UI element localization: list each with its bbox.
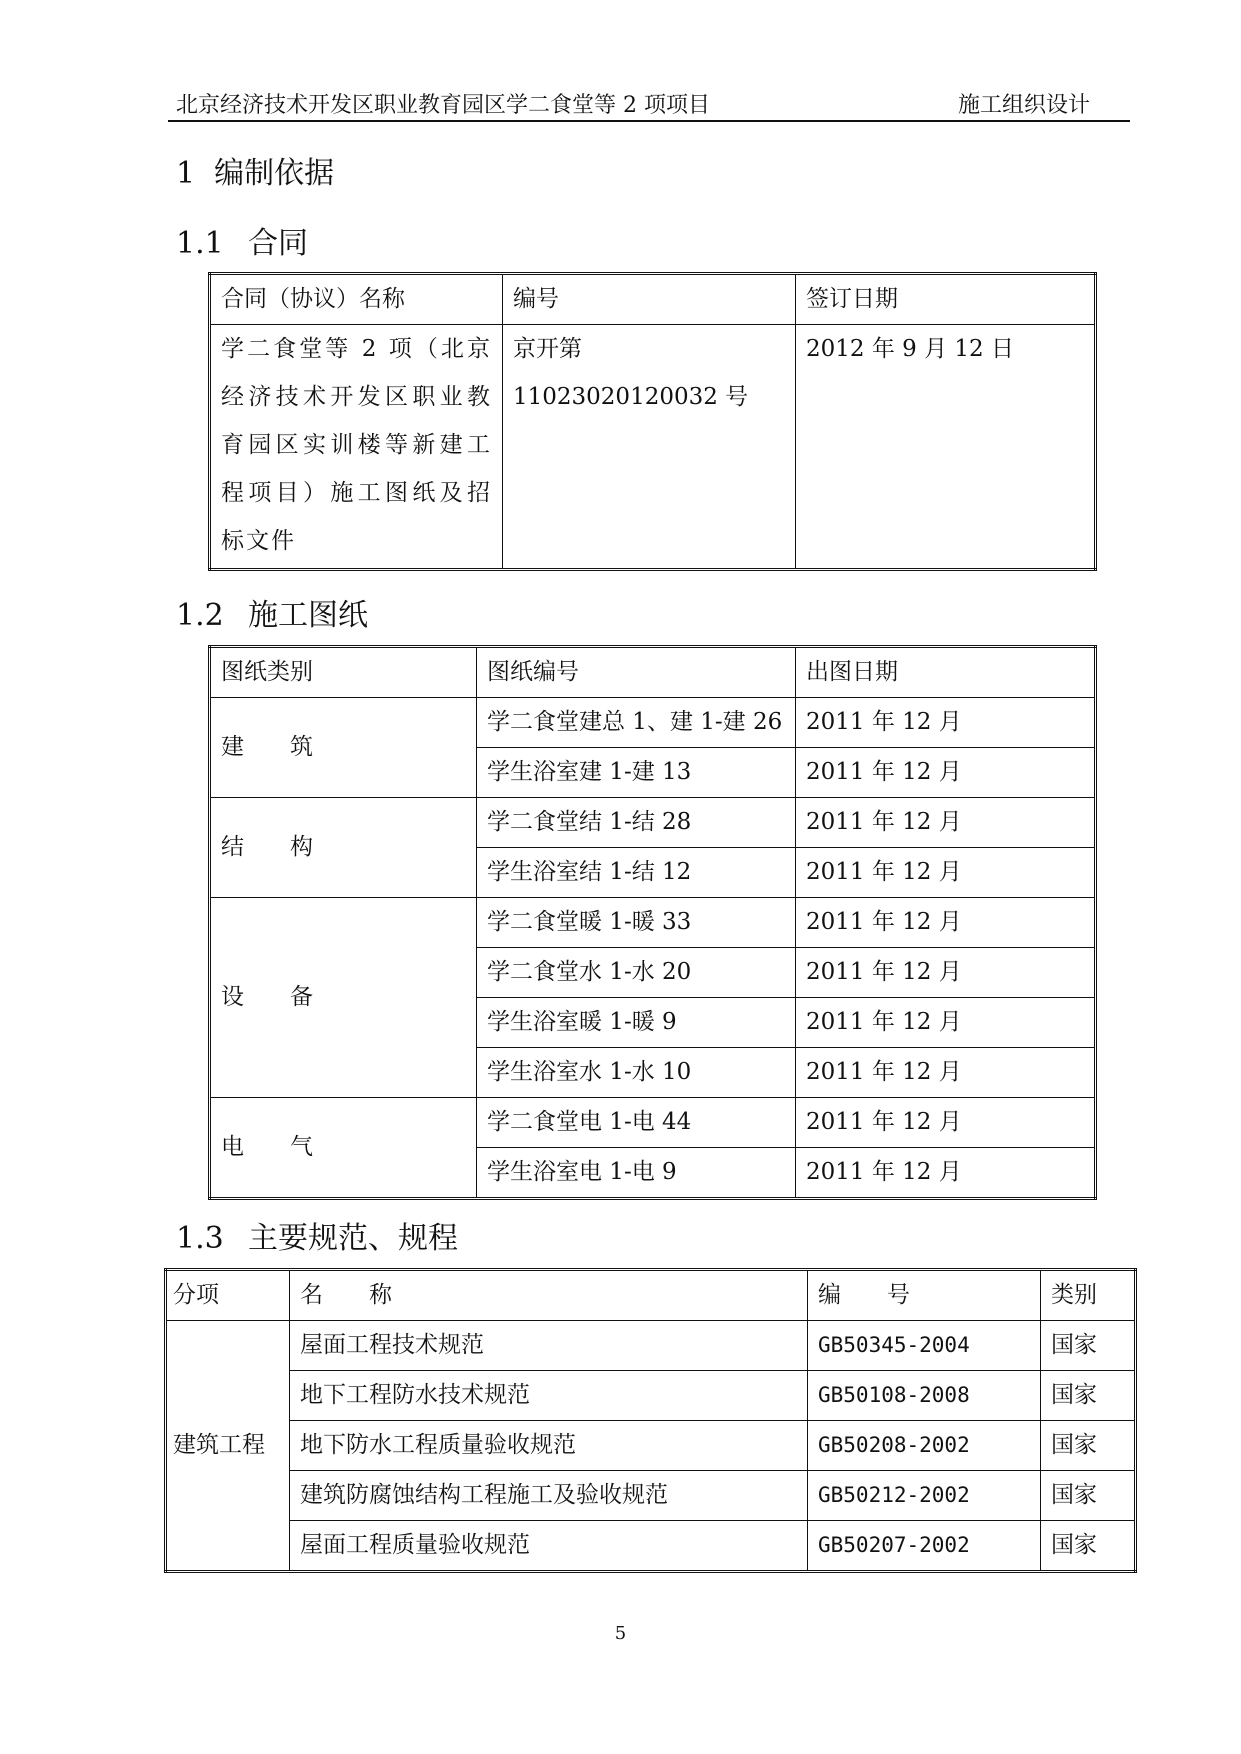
drawing-date-cell: 2011 年 12 月 xyxy=(796,798,1096,848)
section-title: 合同 xyxy=(248,226,308,261)
standard-code-cell: GB50108-2008 xyxy=(808,1371,1041,1421)
standard-code-cell: GB50207-2002 xyxy=(808,1521,1041,1572)
category-cell: 设 备 xyxy=(210,898,477,1098)
standard-code-cell: GB50345-2004 xyxy=(808,1321,1041,1371)
category-cell: 电 气 xyxy=(210,1098,477,1199)
header-rule xyxy=(168,120,1130,122)
table-row xyxy=(166,1321,1136,1371)
drawing-number-cell: 学二食堂电 1-电 44 xyxy=(477,1098,796,1148)
section-number: 1.1 xyxy=(176,226,224,261)
heading-1-number: 1 xyxy=(176,156,196,191)
section-title: 施工图纸 xyxy=(248,598,368,633)
table-row xyxy=(210,898,1096,948)
standard-type-cell: 国家 xyxy=(1041,1371,1136,1421)
standard-code-cell: GB50208-2002 xyxy=(808,1421,1041,1471)
drawing-number-cell: 学生浴室水 1-水 10 xyxy=(477,1048,796,1098)
drawing-number-cell: 学生浴室暖 1-暖 9 xyxy=(477,998,796,1048)
drawing-date-cell: 2011 年 12 月 xyxy=(796,948,1096,998)
header-cell: 签订日期 xyxy=(796,274,1096,325)
drawing-number-cell: 学二食堂建总 1、建 1-建 26 xyxy=(477,698,796,748)
drawing-number-cell: 学二食堂水 1-水 20 xyxy=(477,948,796,998)
section-heading-standards xyxy=(176,1213,458,1257)
section-title: 主要规范、规程 xyxy=(248,1221,458,1256)
category-cell: 结 构 xyxy=(210,798,477,898)
section-number: 1.3 xyxy=(176,1221,224,1256)
header-cell: 编号 xyxy=(503,274,796,325)
table-row xyxy=(166,1471,1136,1521)
standard-name-cell: 地下工程防水技术规范 xyxy=(290,1371,808,1421)
drawings-table xyxy=(208,645,1097,1200)
table-header-row xyxy=(166,1270,1136,1321)
drawing-date-cell: 2011 年 12 月 xyxy=(796,848,1096,898)
drawing-date-cell: 2011 年 12 月 xyxy=(796,698,1096,748)
drawing-number-cell: 学二食堂暖 1-暖 33 xyxy=(477,898,796,948)
table-row xyxy=(210,325,1096,570)
section-number: 1.2 xyxy=(176,598,224,633)
drawing-number-cell: 学二食堂结 1-结 28 xyxy=(477,798,796,848)
drawing-number-cell: 学生浴室结 1-结 12 xyxy=(477,848,796,898)
section-heading-drawings xyxy=(176,590,368,634)
table-row xyxy=(210,698,1096,748)
header-cell: 名 称 xyxy=(290,1270,808,1321)
standard-type-cell: 国家 xyxy=(1041,1521,1136,1572)
drawing-number-cell: 学生浴室电 1-电 9 xyxy=(477,1148,796,1199)
table-header-row xyxy=(210,647,1096,698)
drawing-number-cell: 学生浴室建 1-建 13 xyxy=(477,748,796,798)
drawing-date-cell: 2011 年 12 月 xyxy=(796,1148,1096,1199)
section-heading-contract xyxy=(176,218,308,262)
header-cell: 图纸编号 xyxy=(477,647,796,698)
contract-name-cell: 学二食堂等 2 项（北京经济技术开发区职业教育园区实训楼等新建工程项目）施工图纸及招标文件 xyxy=(210,325,503,570)
category-cell: 建 筑 xyxy=(210,698,477,798)
contract-number-cell: 京开第 11023020120032 号 xyxy=(503,325,796,570)
standard-code-cell: GB50212-2002 xyxy=(808,1471,1041,1521)
header-cell: 合同（协议）名称 xyxy=(210,274,503,325)
header-cell: 编 号 xyxy=(808,1270,1041,1321)
page-header-title: 北京经济技术开发区职业教育园区学二食堂等 2 项项目 xyxy=(176,93,710,118)
drawing-date-cell: 2011 年 12 月 xyxy=(796,748,1096,798)
heading-1 xyxy=(176,148,334,192)
contract-table xyxy=(208,272,1097,571)
page-number: 5 xyxy=(614,1623,627,1644)
table-header-row xyxy=(210,274,1096,325)
drawing-date-cell: 2011 年 12 月 xyxy=(796,998,1096,1048)
drawing-date-cell: 2011 年 12 月 xyxy=(796,898,1096,948)
header-cell: 出图日期 xyxy=(796,647,1096,698)
table-row xyxy=(166,1421,1136,1471)
standard-type-cell: 国家 xyxy=(1041,1421,1136,1471)
contract-date-cell: 2012 年 9 月 12 日 xyxy=(796,325,1096,570)
drawing-date-cell: 2011 年 12 月 xyxy=(796,1098,1096,1148)
header-cell: 图纸类别 xyxy=(210,647,477,698)
page-header-doc-type: 施工组织设计 xyxy=(958,93,1091,118)
standard-name-cell: 屋面工程质量验收规范 xyxy=(290,1521,808,1572)
standards-table xyxy=(164,1268,1137,1573)
standard-name-cell: 建筑防腐蚀结构工程施工及验收规范 xyxy=(290,1471,808,1521)
standard-type-cell: 国家 xyxy=(1041,1321,1136,1371)
header-cell: 分项 xyxy=(166,1270,290,1321)
table-row xyxy=(210,1098,1096,1148)
table-row xyxy=(166,1521,1136,1572)
category-cell: 建筑工程 xyxy=(166,1321,290,1572)
table-row xyxy=(210,798,1096,848)
standard-type-cell: 国家 xyxy=(1041,1471,1136,1521)
heading-1-title: 编制依据 xyxy=(214,156,335,191)
header-cell: 类别 xyxy=(1041,1270,1136,1321)
drawing-date-cell: 2011 年 12 月 xyxy=(796,1048,1096,1098)
standard-name-cell: 屋面工程技术规范 xyxy=(290,1321,808,1371)
standard-name-cell: 地下防水工程质量验收规范 xyxy=(290,1421,808,1471)
table-row xyxy=(166,1371,1136,1421)
